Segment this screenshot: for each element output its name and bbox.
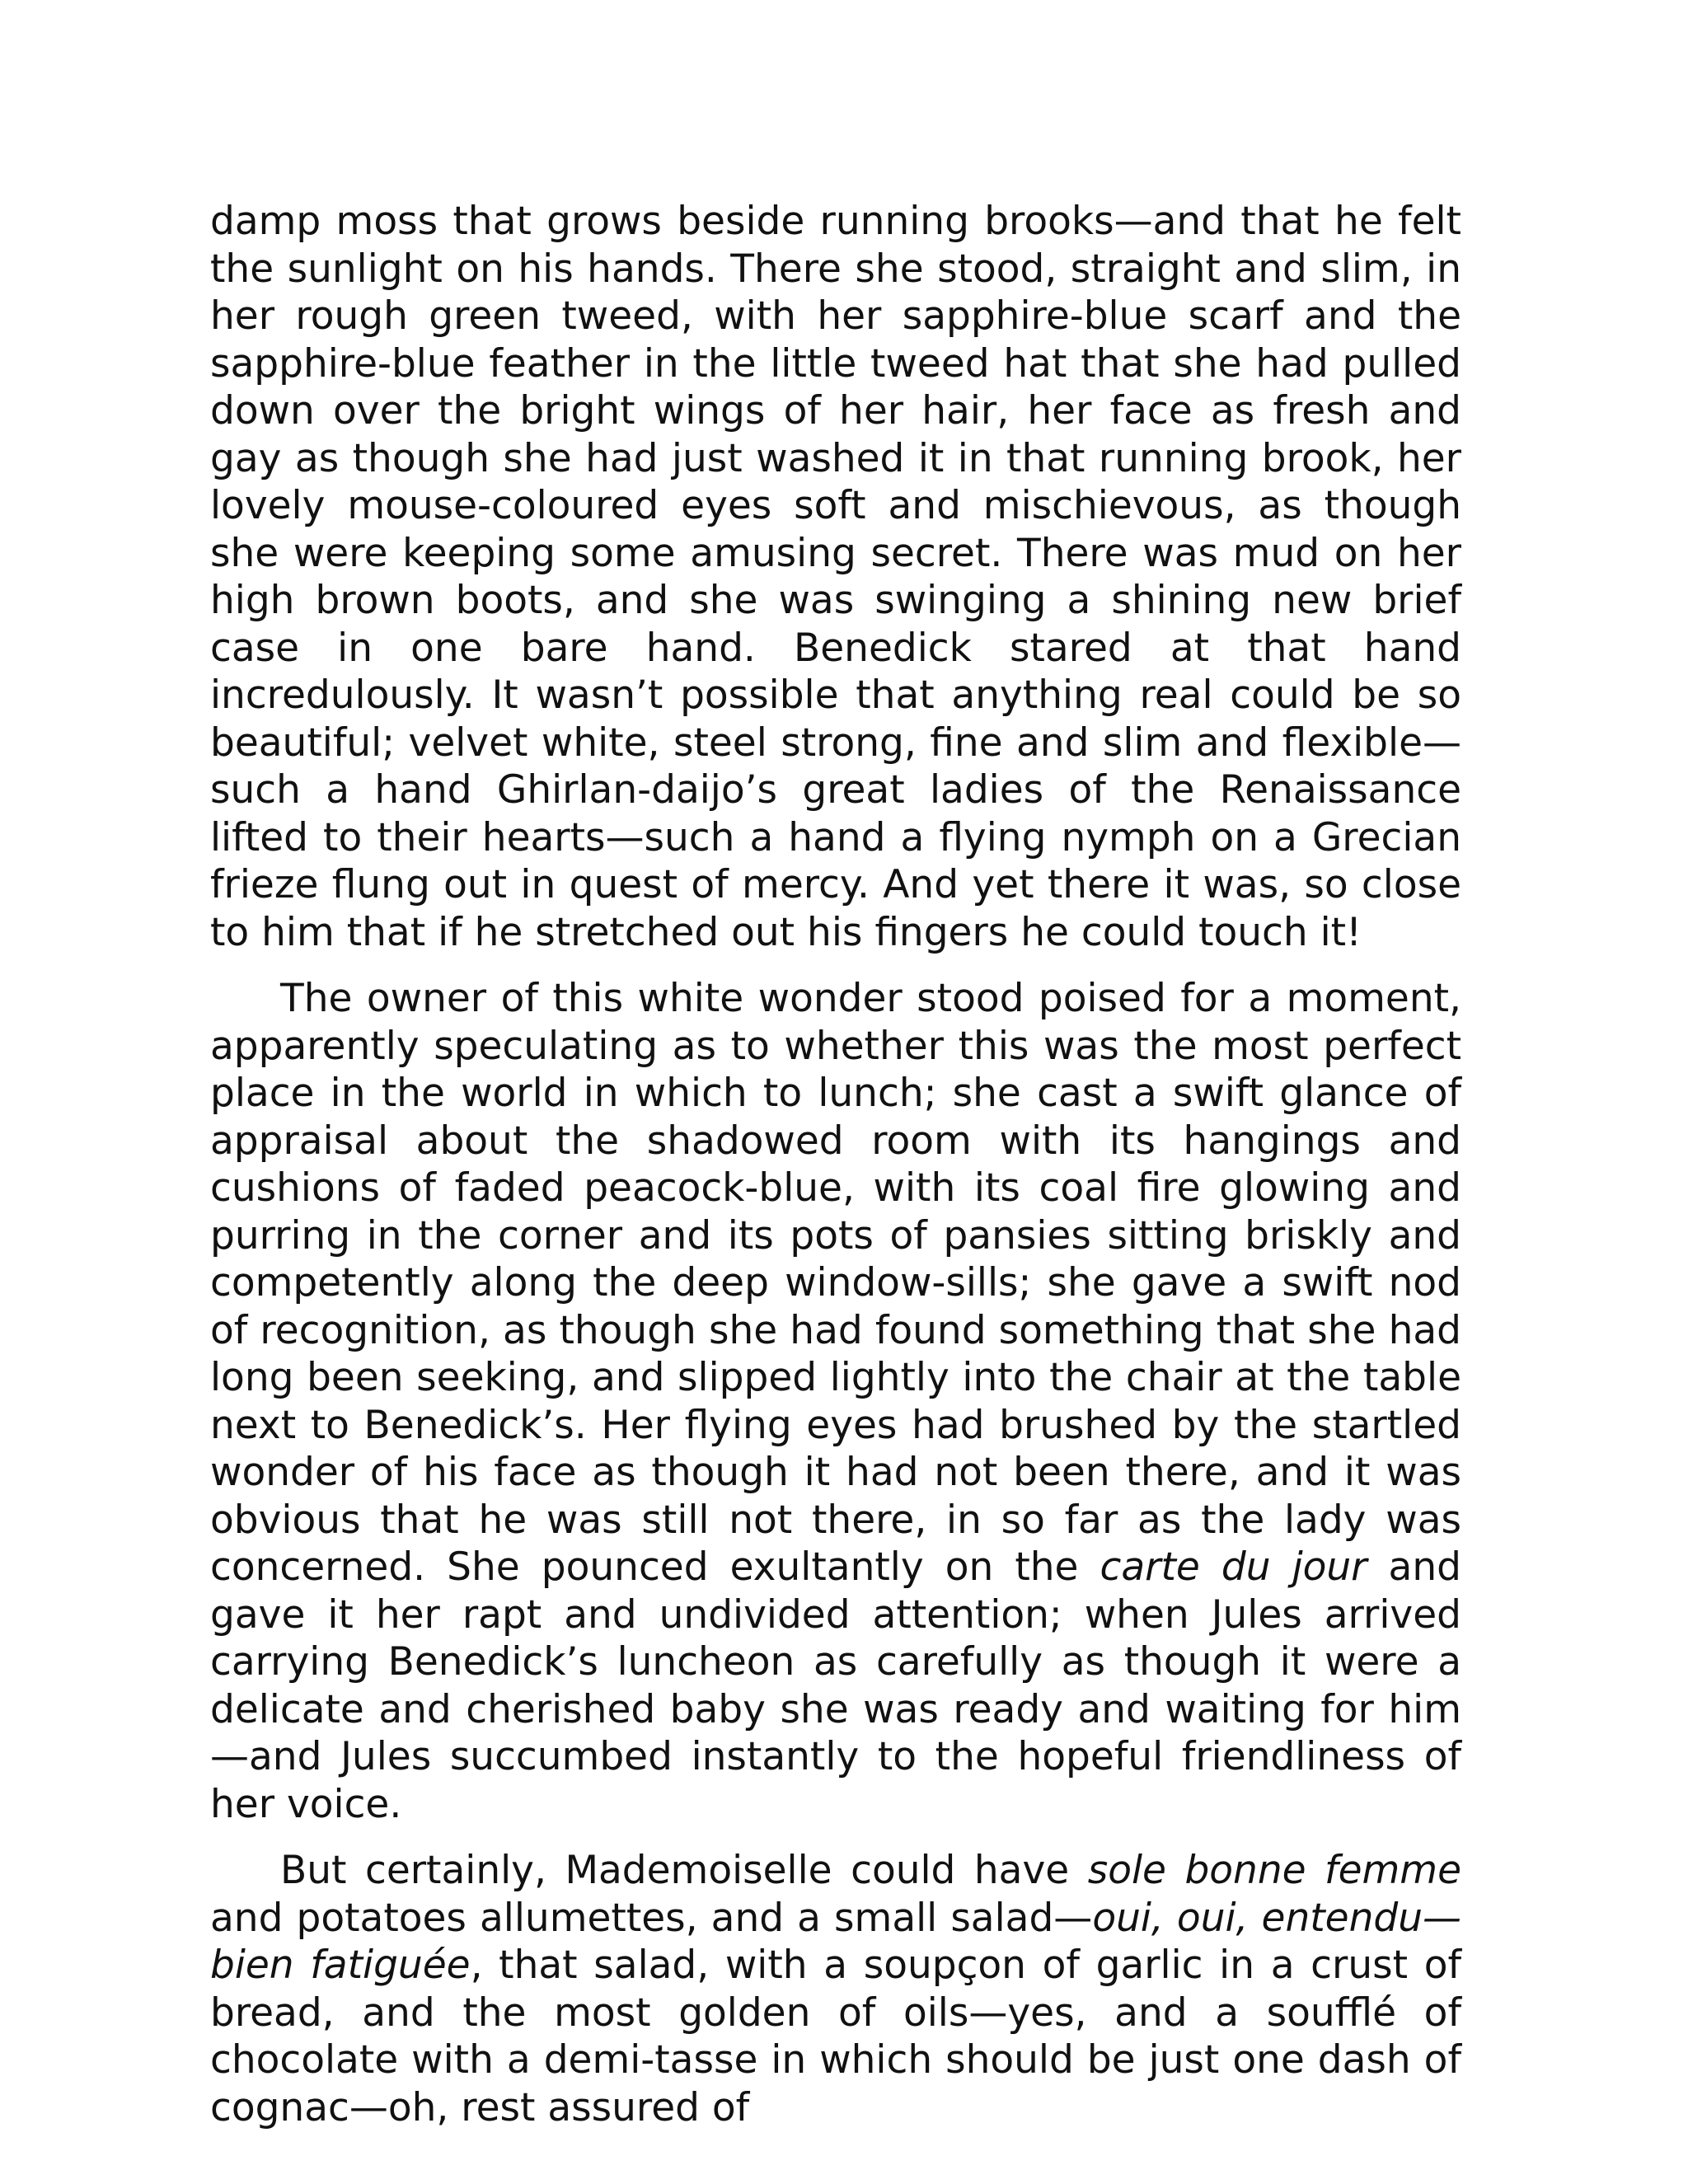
paragraph-1-text: damp moss that grows beside running brooks—and that he felt the sunlight on his hands. There she stood, straight and slim, in her rough green tweed, with her sapphire-blue scarf and the sapphire-blue feather in the little tweed hat that she had pulled down over the bright wings of her hair, her face as fresh and gay as though she had just washed it in that running brook, her lovely mouse-coloured eyes soft and mischievous, as though she were keeping some amusing secret. There was mud on her high brown boots, and she was swinging a shining new brief case in one bare hand. Benedick stared at that hand incredulously. It wasn’t possible that anything real could be so beautiful; velvet white, steel strong, fine and slim and flexible—such a hand Ghirlan-daijo’s great ladies of the Renaissance lifted to their hearts—such a hand a flying nymph on a Grecian frieze flung out in quest of mercy. And yet there it was, so close to him that if he stretched out his fingers he could touch it! <box>210 199 1461 955</box>
paragraph-3-text-a: But certainly, Mademoiselle could have <box>280 1848 1088 1893</box>
paragraph-2 <box>210 975 1461 1828</box>
paragraph-3-italic-oui-entendu: oui, oui, entendu—bien fatiguée <box>210 1895 1462 1988</box>
paragraph-3-italic-sole-bonne-femme: sole bonne femme <box>1087 1848 1462 1893</box>
paragraph-1 <box>210 198 1461 956</box>
paragraph-3-text-b: and potatoes allumettes, and a small salad— <box>210 1895 1093 1941</box>
page-text <box>210 198 1461 2150</box>
paragraph-3 <box>210 1847 1461 2131</box>
paragraph-2-italic-carte-du-jour: carte du jour <box>1100 1544 1367 1590</box>
paragraph-2-text-a: The owner of this white wonder stood poised for a moment, apparently speculating as to whether this was the most perfect place in the world in which to lunch; she cast a swift glance of appraisal about the shadowed room with its hangings and cushions of faded peacock-blue, with its coal fire glowing and purring in the corner and its pots of pansies sitting briskly and competently along the deep window-sills; she gave a swift nod of recognition, as though she had found something that she had long been seeking, and slipped lightly into the chair at the table next to Benedick’s. Her flying eyes had brushed by the startled wonder of his face as though it had not been there, and it was obvious that he was still not there, in so far as the lady was concerned. She pounced exultantly on the <box>210 976 1461 1590</box>
paragraph-3-text-c: , that salad, with a soupçon of garlic in a crust of bread, and the most golden of oils—yes, and a soufflé of chocolate with a demi-tasse in which should be just one dash of cognac—oh, rest assured of <box>210 1943 1461 2130</box>
paragraph-2-text-b: and gave it her rapt and undivided attention; when Jules arrived carrying Benedick’s luncheon as carefully as though it were a delicate and cherished baby she was ready and waiting for him—and Jules succumbed instantly to the hopeful friendliness of her voice. <box>210 1544 1461 1827</box>
